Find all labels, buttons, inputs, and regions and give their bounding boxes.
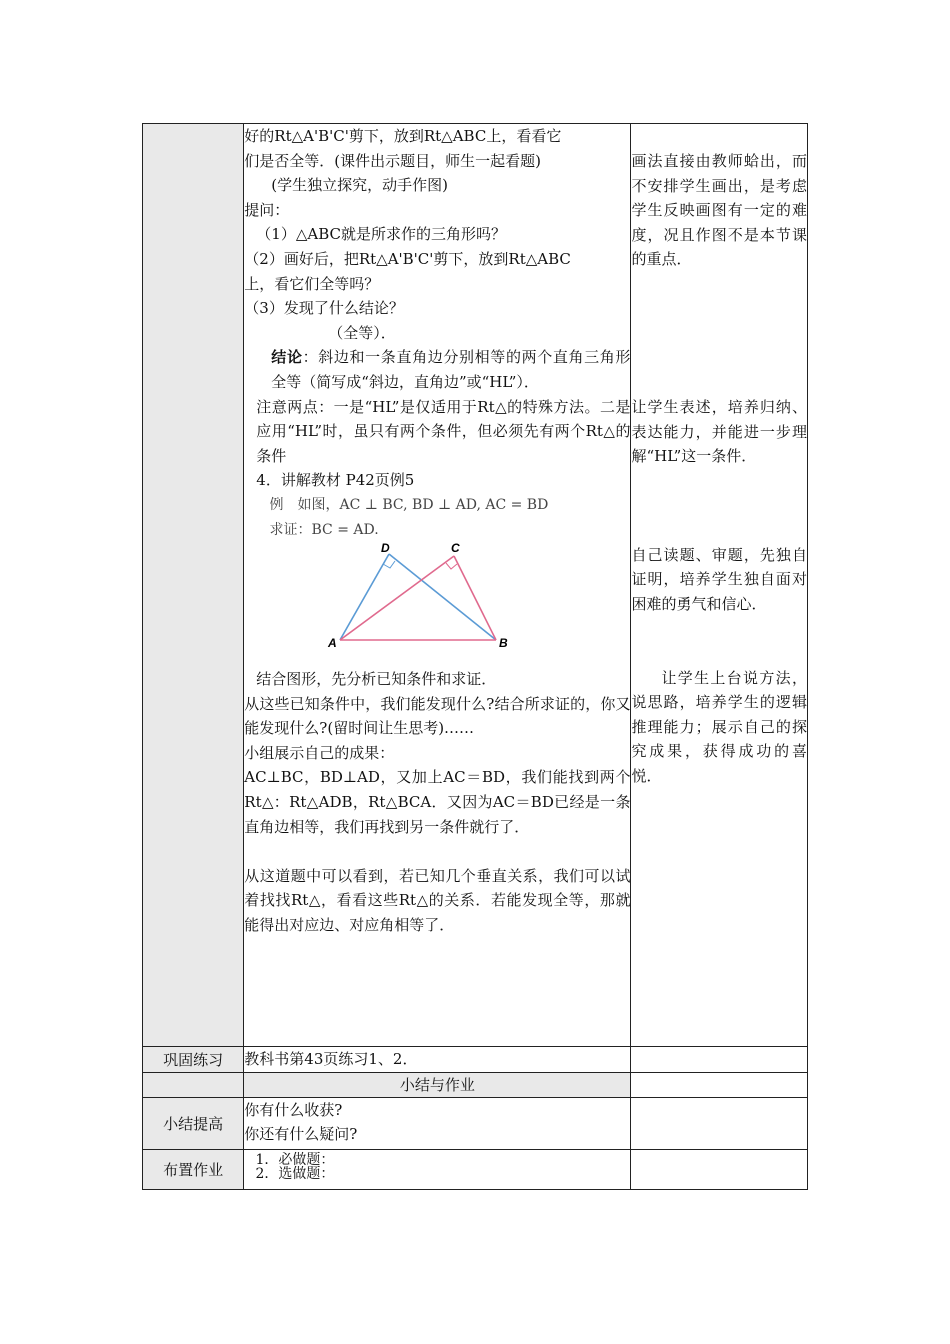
text-line: 们是否全等．(课件出示题目，师生一起看题) [244, 151, 542, 170]
conclusion-label: 结论 [271, 348, 303, 367]
text-line: 小组展示自己的成果： [244, 743, 395, 762]
summary-label: 小结提高 [143, 1097, 244, 1149]
example-line: 例 如图，AC ⊥ BC, BD ⊥ AD, AC = BD [269, 496, 549, 513]
spacer [244, 839, 630, 864]
homework-cell [244, 1149, 631, 1189]
teaching-process-row [143, 124, 808, 1047]
text-line: （全等）． [328, 323, 396, 342]
practice-text: 教科书第43页练习1、2． [244, 1047, 631, 1073]
summary-line: 你还有什么疑问? [244, 1125, 358, 1144]
line-AD [340, 554, 389, 640]
note-paragraph: 注意两点：一是“HL”是仅适用于Rt△的特殊方法。二是应用“HL”时，虽只有两个条件，但必须先有两个Rt△的条件 [256, 397, 631, 465]
note-3: 自己读题、审题，先独自证明，培养学生独自面对困难的勇气和信心． [631, 545, 807, 613]
text-line: 提问： [244, 200, 290, 219]
section-title-row [143, 1072, 808, 1097]
text-paragraph: AC⊥BC，BD⊥AD，又加上AC＝BD，我们能找到两个Rt△：Rt△ADB，Rt△BCA．又因为AC＝BD已经是一条直角边相等，我们再找到另一条件就行了． [244, 768, 631, 836]
section-title: 小结与作业 [244, 1072, 631, 1097]
triangle-diagram [328, 541, 524, 662]
homework-line: 2．选做题： [255, 1165, 335, 1182]
line-AC [340, 556, 454, 640]
homework-label: 布置作业 [143, 1149, 244, 1189]
right-angle-C [446, 563, 457, 569]
summary-cell [244, 1097, 631, 1149]
conclusion-text: ：斜边和一条直角边分别相等的两个直角三角形全等（简写成“斜边，直角边”或“HL”）． [271, 348, 631, 391]
text-line: （3）发现了什么结论？ [244, 299, 404, 318]
text-line: 上，看它们全等吗？ [244, 274, 380, 293]
lesson-plan-table [142, 123, 808, 1190]
left-gray-cell [143, 124, 244, 1047]
note-1: 画法直接由教师蛤出，而不安排学生画出，是考虑学生反映画图有一定的难度，况且作图不是本节课的重点． [631, 152, 807, 269]
label-A: A [328, 636, 337, 651]
label-D: D [381, 541, 390, 556]
practice-row [143, 1047, 808, 1073]
label-C: C [451, 541, 460, 556]
text-line: 结合图形，先分析已知条件和求证． [256, 670, 497, 689]
summary-line: 你有什么收获? [244, 1100, 343, 1119]
prove-line: 求证：BC = AD. [269, 521, 379, 538]
text-line: （2）画好后，把Rt△A'B'C'剪下，放到Rt△ABC [244, 249, 571, 268]
line-DB [389, 554, 496, 640]
text-line: （1）△ABC就是所求作的三角形吗？ [256, 225, 506, 244]
text-line: 好的Rt△A'B'C'剪下，放到Rt△ABC上，看看它 [244, 127, 562, 145]
practice-label: 巩固练习 [143, 1047, 244, 1073]
note-2: 让学生表述，培养归纳、表达能力，并能进一步理解“HL”这一条件． [631, 397, 807, 466]
line-CB [454, 556, 496, 640]
notes-cell [631, 124, 808, 1047]
text-paragraph: 从这些已知条件中，我们能发现什么?结合所求证的，你又能发现什么?(留时间让生思考)…… [244, 694, 631, 738]
homework-row [143, 1149, 808, 1189]
conclusion-paragraph [244, 345, 630, 394]
final-paragraph: 从这道题中可以看到，若已知几个垂直关系，我们可以试着找找Rt△，看看这些Rt△的关系．若能发现全等，那就能得出对应边、对应角相等了． [244, 866, 631, 935]
note-4: 让学生上台说方法，说思路，培养学生的逻辑推理能力；展示自己的探究成果，获得成功的喜悦． [631, 668, 807, 785]
summary-row [143, 1097, 808, 1149]
text-line: (学生独立探究，动手作图) [271, 176, 449, 195]
item4-line: 4．讲解教材 P42页例5 [256, 471, 415, 490]
triangle-figure [244, 542, 630, 667]
main-content-cell [244, 124, 631, 1047]
homework-line: 1．必做题： [255, 1151, 335, 1168]
label-B: B [499, 636, 508, 651]
